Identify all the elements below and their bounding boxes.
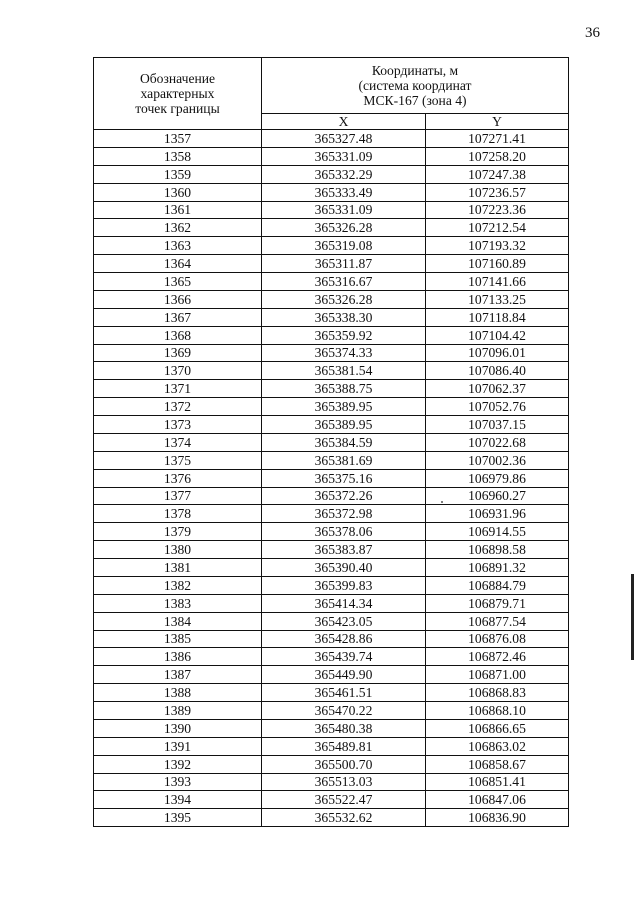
table-row <box>94 594 569 612</box>
x-coordinate-cell: 365311.87 <box>262 255 426 273</box>
y-coordinate-cell: 107271.41 <box>426 130 569 148</box>
point-designation-header-text: Обозначение характерных точек границы <box>135 71 220 116</box>
point-cell: 1393 <box>94 773 262 791</box>
point-cell: 1365 <box>94 273 262 291</box>
coordinates-table <box>93 57 569 827</box>
y-coordinate-cell: 107247.38 <box>426 165 569 183</box>
table-row <box>94 147 569 165</box>
point-cell: 1369 <box>94 344 262 362</box>
y-coordinate-cell: 107086.40 <box>426 362 569 380</box>
table-row <box>94 290 569 308</box>
y-coordinate-cell: 107193.32 <box>426 237 569 255</box>
x-coordinate-cell: 365326.28 <box>262 290 426 308</box>
table-row <box>94 469 569 487</box>
table-row <box>94 344 569 362</box>
point-designation-header <box>94 58 262 130</box>
point-cell: 1394 <box>94 791 262 809</box>
x-coordinate-cell: 365326.28 <box>262 219 426 237</box>
y-coordinate-cell: 107052.76 <box>426 398 569 416</box>
table-row <box>94 273 569 291</box>
x-coordinate-cell: 365331.09 <box>262 201 426 219</box>
table-row <box>94 326 569 344</box>
point-cell: 1386 <box>94 648 262 666</box>
point-cell: 1395 <box>94 809 262 827</box>
x-coordinate-cell: 365327.48 <box>262 130 426 148</box>
y-coordinate-cell: 107223.36 <box>426 201 569 219</box>
point-cell: 1375 <box>94 451 262 469</box>
x-coordinate-cell: 365513.03 <box>262 773 426 791</box>
table-row <box>94 255 569 273</box>
y-coordinate-cell: 106891.32 <box>426 559 569 577</box>
x-coordinate-cell: 365480.38 <box>262 719 426 737</box>
point-cell: 1376 <box>94 469 262 487</box>
x-coordinate-cell: 365399.83 <box>262 576 426 594</box>
table-row <box>94 308 569 326</box>
point-cell: 1383 <box>94 594 262 612</box>
y-coordinate-cell: 107062.37 <box>426 380 569 398</box>
table-row <box>94 183 569 201</box>
y-coordinate-cell: 106847.06 <box>426 791 569 809</box>
table-row <box>94 737 569 755</box>
table-row <box>94 559 569 577</box>
x-coordinate-cell: 365381.69 <box>262 451 426 469</box>
x-coordinate-cell: 365489.81 <box>262 737 426 755</box>
point-cell: 1392 <box>94 755 262 773</box>
x-coordinate-cell: 365389.95 <box>262 398 426 416</box>
y-coordinate-cell: 107118.84 <box>426 308 569 326</box>
page-number: 36 <box>585 25 600 41</box>
point-cell: 1370 <box>94 362 262 380</box>
y-coordinate-cell: 107096.01 <box>426 344 569 362</box>
y-coordinate-cell: 106877.54 <box>426 612 569 630</box>
x-coordinate-cell: 365359.92 <box>262 326 426 344</box>
point-cell: 1366 <box>94 290 262 308</box>
point-cell: 1371 <box>94 380 262 398</box>
coordinates-header-text: Координаты, м (система координат МСК-167 (зона 4) <box>358 63 472 108</box>
x-coordinate-cell: 365319.08 <box>262 237 426 255</box>
table-row <box>94 165 569 183</box>
y-coordinate-cell: 106858.67 <box>426 755 569 773</box>
point-cell: 1378 <box>94 505 262 523</box>
y-coordinate-cell: 106863.02 <box>426 737 569 755</box>
point-cell: 1374 <box>94 433 262 451</box>
x-coordinate-cell: 365522.47 <box>262 791 426 809</box>
x-coordinate-cell: 365439.74 <box>262 648 426 666</box>
table-row <box>94 773 569 791</box>
y-coordinate-cell: 107133.25 <box>426 290 569 308</box>
x-coordinate-cell: 365461.51 <box>262 684 426 702</box>
table-row <box>94 648 569 666</box>
y-coordinate-cell: 107141.66 <box>426 273 569 291</box>
y-coordinate-cell: 107002.36 <box>426 451 569 469</box>
table-row <box>94 237 569 255</box>
table-row <box>94 684 569 702</box>
point-cell: 1358 <box>94 147 262 165</box>
x-coordinate-cell: 365449.90 <box>262 666 426 684</box>
table-row <box>94 487 569 505</box>
table-row <box>94 791 569 809</box>
x-coordinate-cell: 365381.54 <box>262 362 426 380</box>
x-coordinate-cell: 365316.67 <box>262 273 426 291</box>
y-coordinate-cell: 106979.86 <box>426 469 569 487</box>
table-row <box>94 755 569 773</box>
x-coordinate-cell: 365390.40 <box>262 559 426 577</box>
x-column-header: X <box>262 114 426 130</box>
x-coordinate-cell: 365500.70 <box>262 755 426 773</box>
point-cell: 1391 <box>94 737 262 755</box>
y-coordinate-cell: 106960.27 <box>426 487 569 505</box>
table-row <box>94 130 569 148</box>
table-row <box>94 719 569 737</box>
x-coordinate-cell: 365414.34 <box>262 594 426 612</box>
point-cell: 1368 <box>94 326 262 344</box>
point-cell: 1377 <box>94 487 262 505</box>
x-coordinate-cell: 365372.26 <box>262 487 426 505</box>
x-coordinate-cell: 365428.86 <box>262 630 426 648</box>
x-coordinate-cell: 365378.06 <box>262 523 426 541</box>
x-coordinate-cell: 365384.59 <box>262 433 426 451</box>
table-row <box>94 433 569 451</box>
y-coordinate-cell: 107037.15 <box>426 416 569 434</box>
point-cell: 1360 <box>94 183 262 201</box>
table-row <box>94 541 569 559</box>
coordinates-header <box>262 58 569 114</box>
y-coordinate-cell: 106851.41 <box>426 773 569 791</box>
y-coordinate-cell: 106866.65 <box>426 719 569 737</box>
table-row <box>94 201 569 219</box>
y-coordinate-cell: 106872.46 <box>426 648 569 666</box>
x-coordinate-cell: 365332.29 <box>262 165 426 183</box>
y-coordinate-cell: 107022.68 <box>426 433 569 451</box>
point-cell: 1359 <box>94 165 262 183</box>
y-column-header: Y <box>426 114 569 130</box>
y-coordinate-cell: 107104.42 <box>426 326 569 344</box>
point-cell: 1382 <box>94 576 262 594</box>
point-cell: 1367 <box>94 308 262 326</box>
table-row <box>94 702 569 720</box>
x-coordinate-cell: 365532.62 <box>262 809 426 827</box>
y-coordinate-cell: 106879.71 <box>426 594 569 612</box>
table-row <box>94 380 569 398</box>
margin-mark <box>631 574 634 660</box>
x-coordinate-cell: 365338.30 <box>262 308 426 326</box>
point-cell: 1361 <box>94 201 262 219</box>
table-row <box>94 398 569 416</box>
point-cell: 1390 <box>94 719 262 737</box>
x-coordinate-cell: 365470.22 <box>262 702 426 720</box>
table-row <box>94 219 569 237</box>
table-row <box>94 666 569 684</box>
table-row <box>94 630 569 648</box>
point-cell: 1363 <box>94 237 262 255</box>
table-row <box>94 612 569 630</box>
point-cell: 1373 <box>94 416 262 434</box>
y-coordinate-cell: 106884.79 <box>426 576 569 594</box>
y-coordinate-cell: 107160.89 <box>426 255 569 273</box>
point-cell: 1384 <box>94 612 262 630</box>
y-coordinate-cell: 106868.10 <box>426 702 569 720</box>
table-row <box>94 809 569 827</box>
point-cell: 1372 <box>94 398 262 416</box>
point-cell: 1381 <box>94 559 262 577</box>
table-row <box>94 523 569 541</box>
y-coordinate-cell: 107258.20 <box>426 147 569 165</box>
table-row <box>94 505 569 523</box>
y-coordinate-cell: 107236.57 <box>426 183 569 201</box>
point-cell: 1379 <box>94 523 262 541</box>
y-coordinate-cell: 106871.00 <box>426 666 569 684</box>
y-coordinate-cell: 106931.96 <box>426 505 569 523</box>
point-cell: 1364 <box>94 255 262 273</box>
point-cell: 1357 <box>94 130 262 148</box>
point-cell: 1380 <box>94 541 262 559</box>
x-coordinate-cell: 365389.95 <box>262 416 426 434</box>
y-coordinate-cell: 106868.83 <box>426 684 569 702</box>
y-coordinate-cell: 106836.90 <box>426 809 569 827</box>
x-coordinate-cell: 365423.05 <box>262 612 426 630</box>
x-coordinate-cell: 365388.75 <box>262 380 426 398</box>
x-coordinate-cell: 365374.33 <box>262 344 426 362</box>
point-cell: 1387 <box>94 666 262 684</box>
x-coordinate-cell: 365331.09 <box>262 147 426 165</box>
point-cell: 1385 <box>94 630 262 648</box>
table-row <box>94 416 569 434</box>
y-coordinate-cell: 106914.55 <box>426 523 569 541</box>
x-coordinate-cell: 365383.87 <box>262 541 426 559</box>
x-coordinate-cell: 365333.49 <box>262 183 426 201</box>
point-cell: 1362 <box>94 219 262 237</box>
table-row <box>94 362 569 380</box>
table-row <box>94 451 569 469</box>
point-cell: 1388 <box>94 684 262 702</box>
point-cell: 1389 <box>94 702 262 720</box>
x-coordinate-cell: 365375.16 <box>262 469 426 487</box>
x-coordinate-cell: 365372.98 <box>262 505 426 523</box>
table-body <box>94 130 569 827</box>
scan-speck <box>441 501 443 503</box>
y-coordinate-cell: 107212.54 <box>426 219 569 237</box>
y-coordinate-cell: 106898.58 <box>426 541 569 559</box>
y-coordinate-cell: 106876.08 <box>426 630 569 648</box>
table-row <box>94 576 569 594</box>
